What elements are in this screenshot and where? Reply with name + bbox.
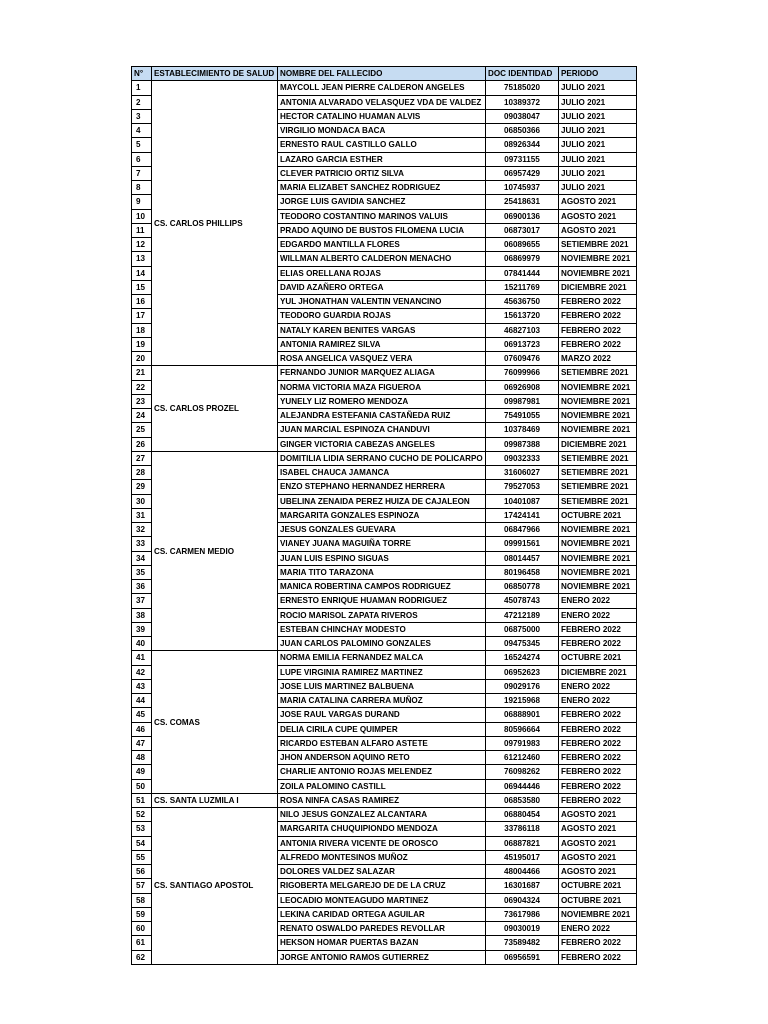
header-number: N° xyxy=(132,67,152,81)
id-document: 07841444 xyxy=(486,266,559,280)
deceased-name: JESUS GONZALES GUEVARA xyxy=(278,523,486,537)
deceased-name: ALFREDO MONTESINOS MUÑOZ xyxy=(278,850,486,864)
period: FEBRERO 2022 xyxy=(559,309,637,323)
period: OCTUBRE 2021 xyxy=(559,879,637,893)
period: NOVIEMBRE 2021 xyxy=(559,537,637,551)
row-number: 17 xyxy=(132,309,152,323)
period: JULIO 2021 xyxy=(559,124,637,138)
period: NOVIEMBRE 2021 xyxy=(559,252,637,266)
deceased-name: JUAN CARLOS PALOMINO GONZALES xyxy=(278,637,486,651)
id-document: 06904324 xyxy=(486,893,559,907)
period: SETIEMBRE 2021 xyxy=(559,366,637,380)
header-id-document: DOC IDENTIDAD xyxy=(486,67,559,81)
deceased-register-table xyxy=(131,66,637,965)
id-document: 10389372 xyxy=(486,95,559,109)
period: FEBRERO 2022 xyxy=(559,637,637,651)
row-number: 51 xyxy=(132,793,152,807)
deceased-name: ERNESTO RAUL CASTILLO GALLO xyxy=(278,138,486,152)
id-document: 08926344 xyxy=(486,138,559,152)
period: ENERO 2022 xyxy=(559,594,637,608)
row-number: 2 xyxy=(132,95,152,109)
row-number: 25 xyxy=(132,423,152,437)
id-document: 06887821 xyxy=(486,836,559,850)
deceased-name: DOMITILIA LIDIA SERRANO CUCHO DE POLICARPO xyxy=(278,451,486,465)
row-number: 60 xyxy=(132,922,152,936)
deceased-name: ANTONIA RIVERA VICENTE DE OROSCO xyxy=(278,836,486,850)
table-row xyxy=(132,366,637,380)
deceased-name: RICARDO ESTEBAN ALFARO ASTETE xyxy=(278,736,486,750)
table-row xyxy=(132,808,637,822)
row-number: 10 xyxy=(132,209,152,223)
period: JULIO 2021 xyxy=(559,81,637,95)
period: AGOSTO 2021 xyxy=(559,836,637,850)
period: AGOSTO 2021 xyxy=(559,808,637,822)
id-document: 16524274 xyxy=(486,651,559,665)
row-number: 27 xyxy=(132,451,152,465)
row-number: 52 xyxy=(132,808,152,822)
deceased-name: GINGER VICTORIA CABEZAS ANGELES xyxy=(278,437,486,451)
row-number: 33 xyxy=(132,537,152,551)
row-number: 21 xyxy=(132,366,152,380)
row-number: 24 xyxy=(132,409,152,423)
period: OCTUBRE 2021 xyxy=(559,651,637,665)
id-document: 07609476 xyxy=(486,352,559,366)
id-document: 06850366 xyxy=(486,124,559,138)
row-number: 47 xyxy=(132,736,152,750)
period: DICIEMBRE 2021 xyxy=(559,437,637,451)
id-document: 73589482 xyxy=(486,936,559,950)
id-document: 10745937 xyxy=(486,181,559,195)
row-number: 36 xyxy=(132,580,152,594)
id-document: 47212189 xyxy=(486,608,559,622)
deceased-name: LEKINA CARIDAD ORTEGA AGUILAR xyxy=(278,907,486,921)
id-document: 09987388 xyxy=(486,437,559,451)
id-document: 31606027 xyxy=(486,466,559,480)
row-number: 4 xyxy=(132,124,152,138)
row-number: 44 xyxy=(132,694,152,708)
deceased-name: VIANEY JUANA MAGUIÑA TORRE xyxy=(278,537,486,551)
row-number: 43 xyxy=(132,679,152,693)
id-document: 06853580 xyxy=(486,793,559,807)
establishment-cell: CS. SANTIAGO APOSTOL xyxy=(152,808,278,965)
period: SETIEMBRE 2021 xyxy=(559,466,637,480)
row-number: 48 xyxy=(132,751,152,765)
deceased-name: ISABEL CHAUCA JAMANCA xyxy=(278,466,486,480)
period: JULIO 2021 xyxy=(559,109,637,123)
deceased-name: NATALY KAREN BENITES VARGAS xyxy=(278,323,486,337)
period: AGOSTO 2021 xyxy=(559,850,637,864)
row-number: 56 xyxy=(132,865,152,879)
period: SETIEMBRE 2021 xyxy=(559,480,637,494)
period: FEBRERO 2022 xyxy=(559,751,637,765)
id-document: 09731155 xyxy=(486,152,559,166)
row-number: 34 xyxy=(132,551,152,565)
period: AGOSTO 2021 xyxy=(559,209,637,223)
id-document: 06944446 xyxy=(486,779,559,793)
row-number: 58 xyxy=(132,893,152,907)
deceased-name: ZOILA PALOMINO CASTILL xyxy=(278,779,486,793)
deceased-name: FERNANDO JUNIOR MARQUEZ ALIAGA xyxy=(278,366,486,380)
table-row xyxy=(132,793,637,807)
deceased-name: ESTEBAN CHINCHAY MODESTO xyxy=(278,622,486,636)
id-document: 06850778 xyxy=(486,580,559,594)
deceased-name: JORGE ANTONIO RAMOS GUTIERREZ xyxy=(278,950,486,964)
id-document: 15211769 xyxy=(486,280,559,294)
table-body xyxy=(132,81,637,965)
row-number: 16 xyxy=(132,295,152,309)
deceased-name: ROSA NINFA CASAS RAMIREZ xyxy=(278,793,486,807)
period: FEBRERO 2022 xyxy=(559,779,637,793)
row-number: 13 xyxy=(132,252,152,266)
table-row xyxy=(132,81,637,95)
id-document: 45636750 xyxy=(486,295,559,309)
id-document: 06869979 xyxy=(486,252,559,266)
establishment-cell: CS. SANTA LUZMILA I xyxy=(152,793,278,807)
row-number: 20 xyxy=(132,352,152,366)
deceased-name: NILO JESUS GONZALEZ ALCANTARA xyxy=(278,808,486,822)
deceased-name: DELIA CIRILA CUPE QUIMPER xyxy=(278,722,486,736)
period: NOVIEMBRE 2021 xyxy=(559,266,637,280)
row-number: 3 xyxy=(132,109,152,123)
deceased-name: MARGARITA GONZALES ESPINOZA xyxy=(278,508,486,522)
id-document: 09987981 xyxy=(486,394,559,408)
period: JULIO 2021 xyxy=(559,95,637,109)
id-document: 17424141 xyxy=(486,508,559,522)
deceased-name: EDGARDO MANTILLA FLORES xyxy=(278,238,486,252)
deceased-name: ROCIO MARISOL ZAPATA RIVEROS xyxy=(278,608,486,622)
period: FEBRERO 2022 xyxy=(559,736,637,750)
deceased-name: HEKSON HOMAR PUERTAS BAZAN xyxy=(278,936,486,950)
establishment-cell: CS. CARLOS PROZEL xyxy=(152,366,278,452)
period: NOVIEMBRE 2021 xyxy=(559,380,637,394)
deceased-name: TEODORO COSTANTINO MARINOS VALUIS xyxy=(278,209,486,223)
deceased-name: ANTONIA RAMIREZ SILVA xyxy=(278,337,486,351)
id-document: 06926908 xyxy=(486,380,559,394)
id-document: 76099966 xyxy=(486,366,559,380)
establishment-cell: CS. CARMEN MEDIO xyxy=(152,451,278,651)
id-document: 09991561 xyxy=(486,537,559,551)
id-document: 80596664 xyxy=(486,722,559,736)
row-number: 22 xyxy=(132,380,152,394)
deceased-name: RENATO OSWALDO PAREDES REVOLLAR xyxy=(278,922,486,936)
header-deceased-name: NOMBRE DEL FALLECIDO xyxy=(278,67,486,81)
row-number: 7 xyxy=(132,166,152,180)
deceased-name: MARGARITA CHUQUIPIONDO MENDOZA xyxy=(278,822,486,836)
establishment-cell: CS. CARLOS PHILLIPS xyxy=(152,81,278,366)
row-number: 62 xyxy=(132,950,152,964)
id-document: 15613720 xyxy=(486,309,559,323)
deceased-name: ENZO STEPHANO HERNANDEZ HERRERA xyxy=(278,480,486,494)
row-number: 9 xyxy=(132,195,152,209)
id-document: 08014457 xyxy=(486,551,559,565)
period: NOVIEMBRE 2021 xyxy=(559,551,637,565)
row-number: 53 xyxy=(132,822,152,836)
period: MARZO 2022 xyxy=(559,352,637,366)
deceased-name: MARIA ELIZABET SANCHEZ RODRIGUEZ xyxy=(278,181,486,195)
id-document: 80196458 xyxy=(486,565,559,579)
id-document: 09032333 xyxy=(486,451,559,465)
period: SETIEMBRE 2021 xyxy=(559,451,637,465)
deceased-name: HECTOR CATALINO HUAMAN ALVIS xyxy=(278,109,486,123)
header-establishment: ESTABLECIMIENTO DE SALUD xyxy=(152,67,278,81)
id-document: 06888901 xyxy=(486,708,559,722)
id-document: 06956591 xyxy=(486,950,559,964)
row-number: 40 xyxy=(132,637,152,651)
period: NOVIEMBRE 2021 xyxy=(559,409,637,423)
id-document: 09791983 xyxy=(486,736,559,750)
table-header xyxy=(132,67,637,81)
deceased-name: UBELINA ZENAIDA PEREZ HUIZA DE CAJALEON xyxy=(278,494,486,508)
row-number: 61 xyxy=(132,936,152,950)
period: NOVIEMBRE 2021 xyxy=(559,565,637,579)
deceased-name: ELIAS ORELLANA ROJAS xyxy=(278,266,486,280)
id-document: 09475345 xyxy=(486,637,559,651)
row-number: 50 xyxy=(132,779,152,793)
row-number: 54 xyxy=(132,836,152,850)
id-document: 06880454 xyxy=(486,808,559,822)
id-document: 33786118 xyxy=(486,822,559,836)
row-number: 38 xyxy=(132,608,152,622)
deceased-name: NORMA VICTORIA MAZA FIGUEROA xyxy=(278,380,486,394)
period: SETIEMBRE 2021 xyxy=(559,494,637,508)
row-number: 42 xyxy=(132,665,152,679)
row-number: 26 xyxy=(132,437,152,451)
deceased-name: YUL JHONATHAN VALENTIN VENANCINO xyxy=(278,295,486,309)
deceased-name: LEOCADIO MONTEAGUDO MARTINEZ xyxy=(278,893,486,907)
deceased-name: ERNESTO ENRIQUE HUAMAN RODRIGUEZ xyxy=(278,594,486,608)
deceased-name: PRADO AQUINO DE BUSTOS FILOMENA LUCIA xyxy=(278,223,486,237)
period: JULIO 2021 xyxy=(559,138,637,152)
header-period: PERIODO xyxy=(559,67,637,81)
row-number: 49 xyxy=(132,765,152,779)
period: FEBRERO 2022 xyxy=(559,722,637,736)
id-document: 75491055 xyxy=(486,409,559,423)
row-number: 5 xyxy=(132,138,152,152)
period: AGOSTO 2021 xyxy=(559,822,637,836)
id-document: 61212460 xyxy=(486,751,559,765)
row-number: 32 xyxy=(132,523,152,537)
deceased-name: ALEJANDRA ESTEFANIA CASTAÑEDA RUIZ xyxy=(278,409,486,423)
period: JULIO 2021 xyxy=(559,181,637,195)
deceased-name: MARIA TITO TARAZONA xyxy=(278,565,486,579)
id-document: 10401087 xyxy=(486,494,559,508)
row-number: 46 xyxy=(132,722,152,736)
deceased-name: JUAN LUIS ESPINO SIGUAS xyxy=(278,551,486,565)
row-number: 29 xyxy=(132,480,152,494)
id-document: 46827103 xyxy=(486,323,559,337)
period: FEBRERO 2022 xyxy=(559,295,637,309)
period: FEBRERO 2022 xyxy=(559,337,637,351)
deceased-name: ANTONIA ALVARADO VELASQUEZ VDA DE VALDEZ xyxy=(278,95,486,109)
table-row xyxy=(132,451,637,465)
id-document: 09029176 xyxy=(486,679,559,693)
establishment-cell: CS. COMAS xyxy=(152,651,278,794)
id-document: 48004466 xyxy=(486,865,559,879)
id-document: 10378469 xyxy=(486,423,559,437)
deceased-name: YUNELY LIZ ROMERO MENDOZA xyxy=(278,394,486,408)
row-number: 59 xyxy=(132,907,152,921)
row-number: 1 xyxy=(132,81,152,95)
row-number: 19 xyxy=(132,337,152,351)
period: SETIEMBRE 2021 xyxy=(559,238,637,252)
period: FEBRERO 2022 xyxy=(559,708,637,722)
period: JULIO 2021 xyxy=(559,152,637,166)
period: DICIEMBRE 2021 xyxy=(559,665,637,679)
period: NOVIEMBRE 2021 xyxy=(559,580,637,594)
deceased-name: RIGOBERTA MELGAREJO DE DE LA CRUZ xyxy=(278,879,486,893)
row-number: 14 xyxy=(132,266,152,280)
deceased-name: CLEVER PATRICIO ORTIZ SILVA xyxy=(278,166,486,180)
row-number: 41 xyxy=(132,651,152,665)
period: AGOSTO 2021 xyxy=(559,865,637,879)
deceased-name: JOSE RAUL VARGAS DURAND xyxy=(278,708,486,722)
row-number: 45 xyxy=(132,708,152,722)
row-number: 37 xyxy=(132,594,152,608)
header-row xyxy=(132,67,637,81)
period: NOVIEMBRE 2021 xyxy=(559,907,637,921)
period: NOVIEMBRE 2021 xyxy=(559,423,637,437)
period: AGOSTO 2021 xyxy=(559,195,637,209)
id-document: 06957429 xyxy=(486,166,559,180)
row-number: 31 xyxy=(132,508,152,522)
table-row xyxy=(132,651,637,665)
deceased-name: VIRGILIO MONDACA BACA xyxy=(278,124,486,138)
period: FEBRERO 2022 xyxy=(559,765,637,779)
deceased-name: MARIA CATALINA CARRERA MUÑOZ xyxy=(278,694,486,708)
deceased-name: MANICA ROBERTINA CAMPOS RODRIGUEZ xyxy=(278,580,486,594)
deceased-name: LAZARO GARCIA ESTHER xyxy=(278,152,486,166)
row-number: 12 xyxy=(132,238,152,252)
id-document: 09038047 xyxy=(486,109,559,123)
period: ENERO 2022 xyxy=(559,922,637,936)
period: AGOSTO 2021 xyxy=(559,223,637,237)
period: FEBRERO 2022 xyxy=(559,950,637,964)
id-document: 06952623 xyxy=(486,665,559,679)
deceased-name: CHARLIE ANTONIO ROJAS MELENDEZ xyxy=(278,765,486,779)
id-document: 25418631 xyxy=(486,195,559,209)
period: NOVIEMBRE 2021 xyxy=(559,394,637,408)
row-number: 30 xyxy=(132,494,152,508)
id-document: 09030019 xyxy=(486,922,559,936)
deceased-name: MAYCOLL JEAN PIERRE CALDERON ANGELES xyxy=(278,81,486,95)
period: OCTUBRE 2021 xyxy=(559,508,637,522)
period: NOVIEMBRE 2021 xyxy=(559,523,637,537)
deceased-name: JUAN MARCIAL ESPINOZA CHANDUVI xyxy=(278,423,486,437)
row-number: 8 xyxy=(132,181,152,195)
period: FEBRERO 2022 xyxy=(559,936,637,950)
id-document: 76098262 xyxy=(486,765,559,779)
deceased-name: TEODORO GUARDIA ROJAS xyxy=(278,309,486,323)
id-document: 19215968 xyxy=(486,694,559,708)
period: DICIEMBRE 2021 xyxy=(559,280,637,294)
id-document: 75185020 xyxy=(486,81,559,95)
row-number: 35 xyxy=(132,565,152,579)
period: FEBRERO 2022 xyxy=(559,323,637,337)
row-number: 6 xyxy=(132,152,152,166)
id-document: 06913723 xyxy=(486,337,559,351)
period: OCTUBRE 2021 xyxy=(559,893,637,907)
deceased-name: DAVID AZAÑERO ORTEGA xyxy=(278,280,486,294)
deceased-name: WILLMAN ALBERTO CALDERON MENACHO xyxy=(278,252,486,266)
period: JULIO 2021 xyxy=(559,166,637,180)
row-number: 23 xyxy=(132,394,152,408)
id-document: 73617986 xyxy=(486,907,559,921)
id-document: 06875000 xyxy=(486,622,559,636)
id-document: 79527053 xyxy=(486,480,559,494)
row-number: 39 xyxy=(132,622,152,636)
deceased-name: ROSA ANGELICA VASQUEZ VERA xyxy=(278,352,486,366)
row-number: 11 xyxy=(132,223,152,237)
period: FEBRERO 2022 xyxy=(559,793,637,807)
row-number: 55 xyxy=(132,850,152,864)
id-document: 06089655 xyxy=(486,238,559,252)
period: ENERO 2022 xyxy=(559,679,637,693)
row-number: 18 xyxy=(132,323,152,337)
deceased-name: JORGE LUIS GAVIDIA SANCHEZ xyxy=(278,195,486,209)
deceased-name: DOLORES VALDEZ SALAZAR xyxy=(278,865,486,879)
row-number: 57 xyxy=(132,879,152,893)
deceased-name: LUPE VIRGINIA RAMIREZ MARTINEZ xyxy=(278,665,486,679)
row-number: 15 xyxy=(132,280,152,294)
id-document: 45078743 xyxy=(486,594,559,608)
period: ENERO 2022 xyxy=(559,608,637,622)
id-document: 45195017 xyxy=(486,850,559,864)
id-document: 06873017 xyxy=(486,223,559,237)
id-document: 16301687 xyxy=(486,879,559,893)
period: ENERO 2022 xyxy=(559,694,637,708)
period: FEBRERO 2022 xyxy=(559,622,637,636)
id-document: 06900136 xyxy=(486,209,559,223)
deceased-name: JOSE LUIS MARTINEZ BALBUENA xyxy=(278,679,486,693)
deceased-name: NORMA EMILIA FERNANDEZ MALCA xyxy=(278,651,486,665)
id-document: 06847966 xyxy=(486,523,559,537)
deceased-name: JHON ANDERSON AQUINO RETO xyxy=(278,751,486,765)
row-number: 28 xyxy=(132,466,152,480)
